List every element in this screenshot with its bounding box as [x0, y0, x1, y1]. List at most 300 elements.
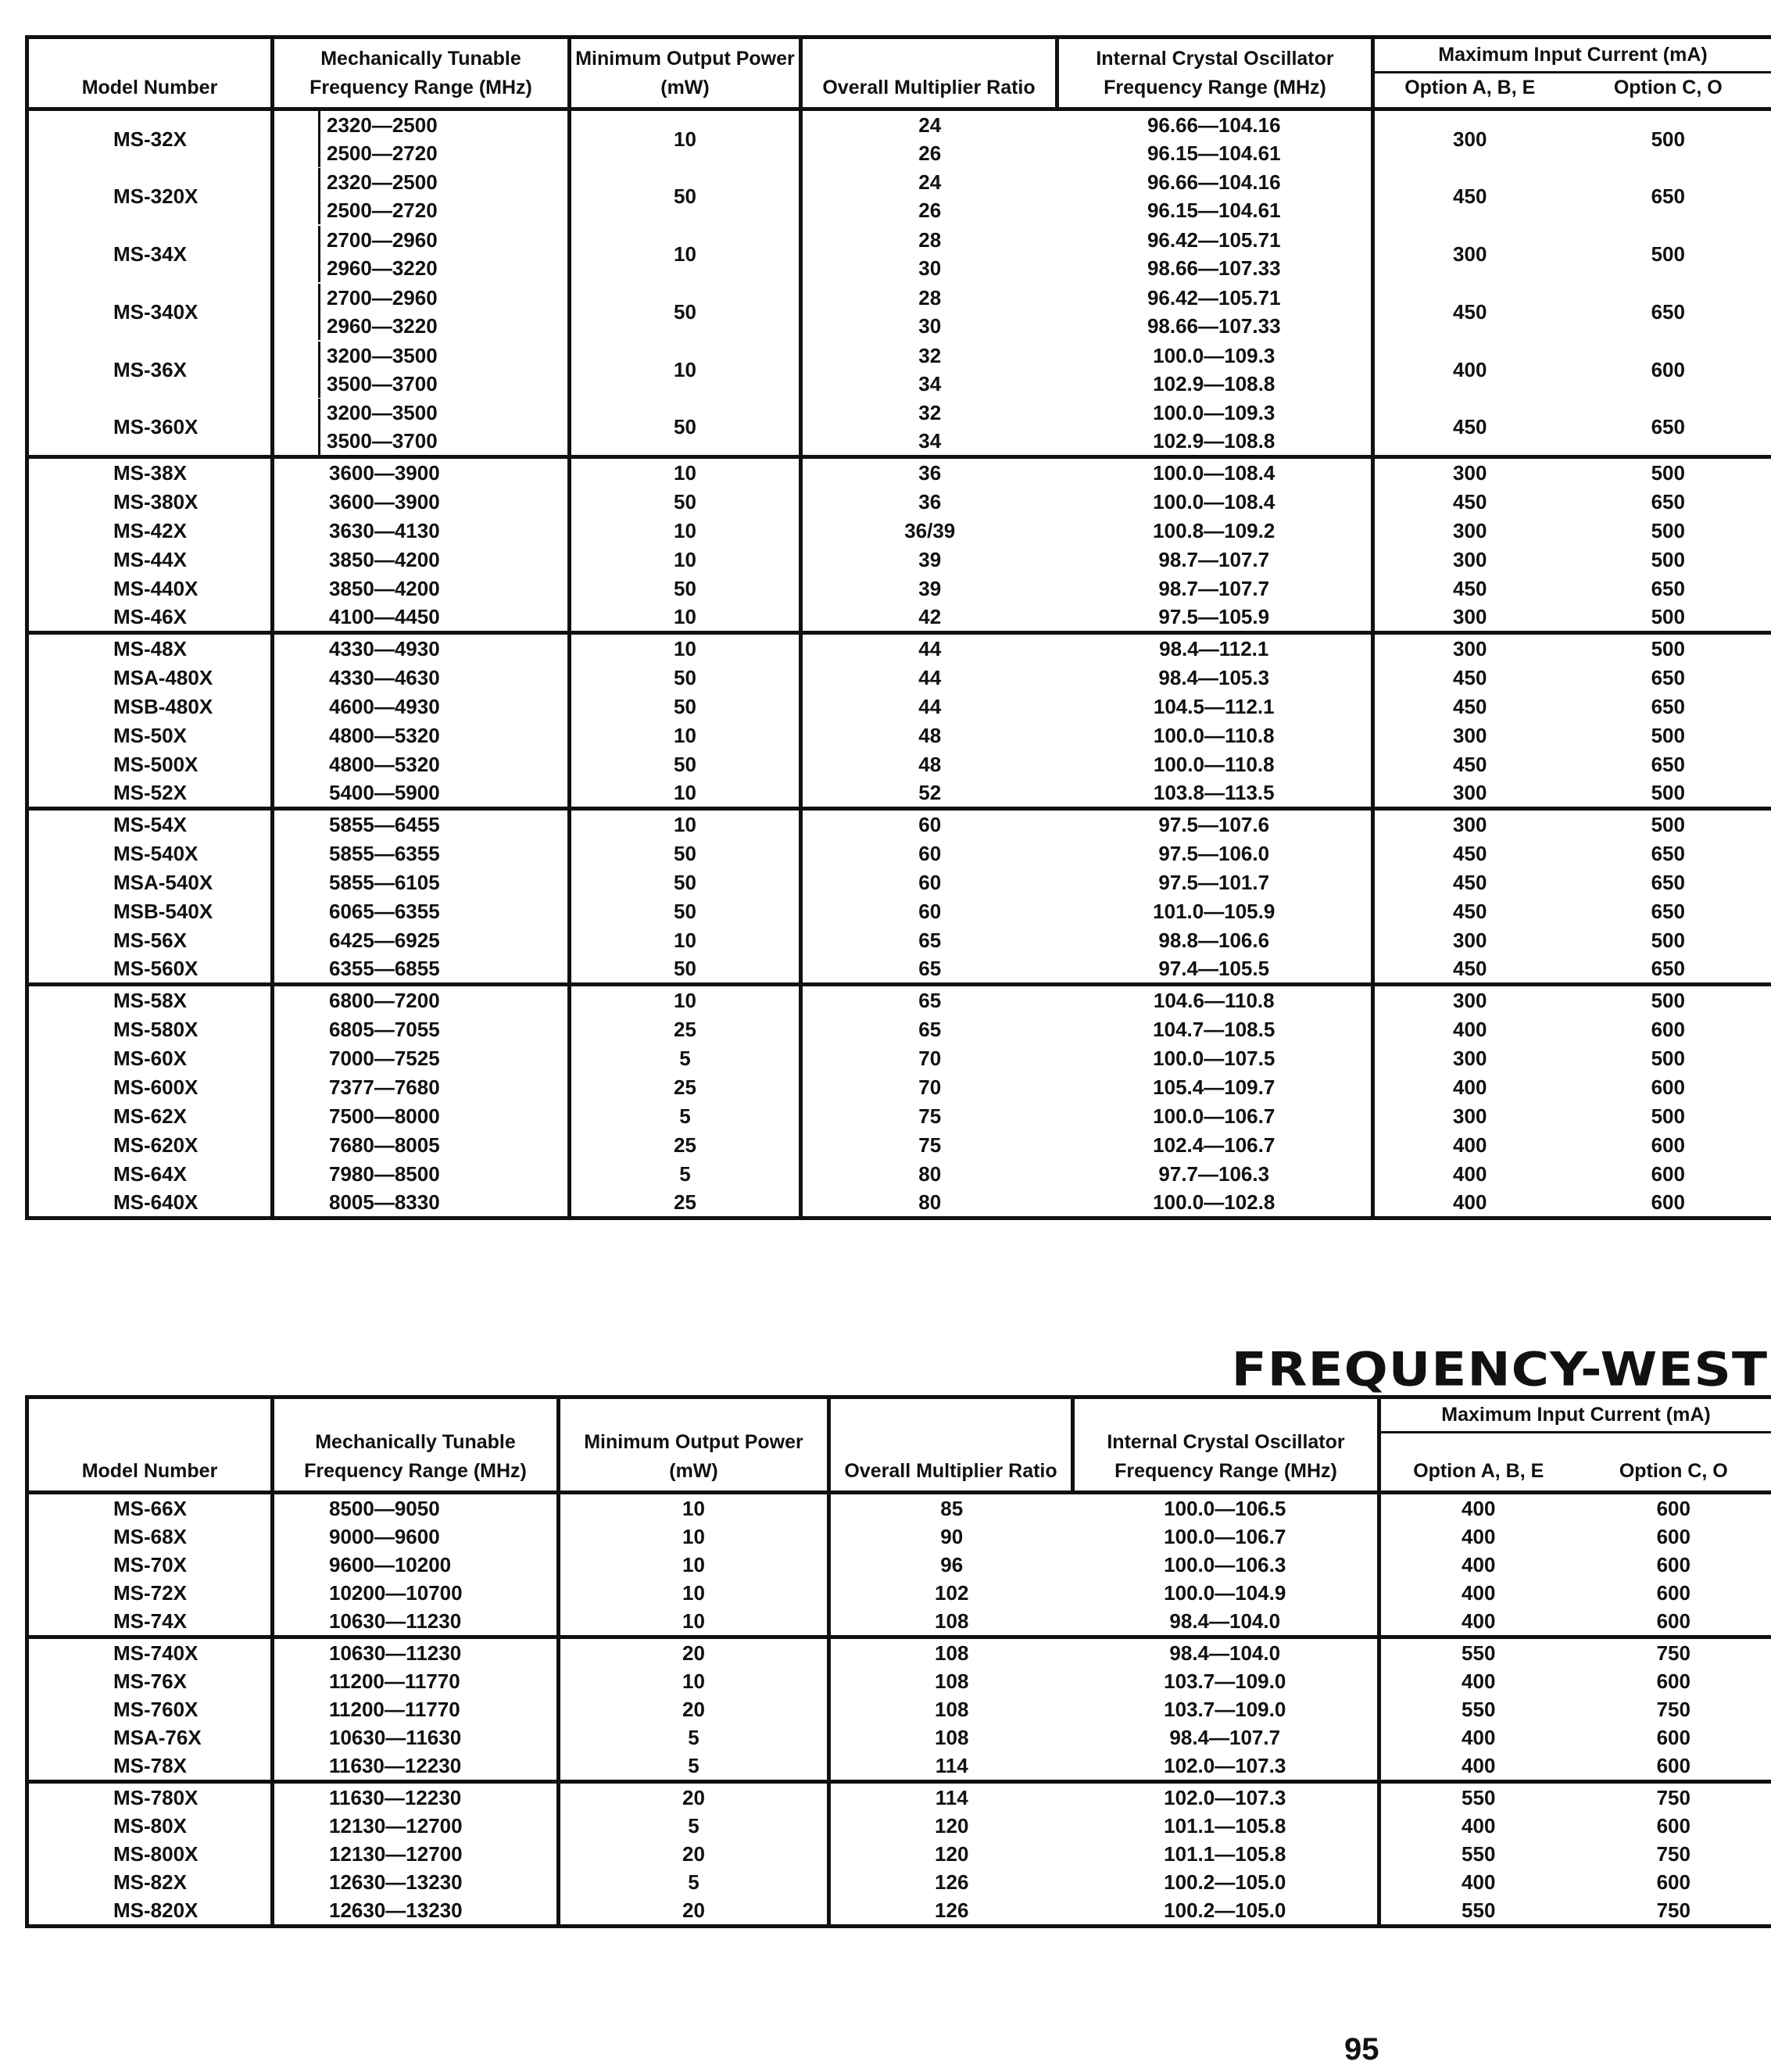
output-power-cell: 25 [570, 1188, 801, 1219]
header-tunable-range: Mechanically Tunable Frequency Range (MHz) [273, 38, 570, 109]
model-number-cell: MS-64X [27, 1159, 273, 1188]
header-multiplier-ratio: Overall Multiplier Ratio [829, 1397, 1073, 1493]
output-power-cell: 10 [570, 516, 801, 545]
multiplier-ratio-cell: 80 [801, 1188, 1057, 1219]
multiplier-ratio-line: 30 [918, 256, 942, 280]
model-number-cell: MS-76X [27, 1667, 273, 1695]
multiplier-ratio-cell: 65 [801, 954, 1057, 985]
table-row [27, 1840, 1771, 1868]
output-power-cell: 10 [559, 1579, 829, 1607]
table-row [27, 1188, 1771, 1219]
oscillator-range-cell: 100.0—102.8 [1057, 1188, 1373, 1219]
frequency-range-line: 2500—2720 [318, 196, 567, 224]
multiplier-ratio-cell: 108 [829, 1723, 1073, 1752]
current-option-abe-cell: 300 [1373, 925, 1565, 954]
current-option-co-cell: 600 [1576, 1812, 1771, 1840]
current-option-abe-cell: 300 [1373, 516, 1565, 545]
frequency-range-line: 3200—3500 [318, 399, 567, 427]
multiplier-ratio-cell: 85 [829, 1493, 1073, 1523]
current-option-co-cell: 650 [1565, 868, 1771, 896]
model-number-cell: MS-82X [27, 1868, 273, 1896]
multiplier-ratio-cell: 90 [829, 1523, 1073, 1551]
oscillator-range-cell: 97.5—107.6 [1057, 809, 1373, 839]
frequency-range-cell: 12630—13230 [273, 1868, 559, 1896]
model-number-cell: MS-780X [27, 1782, 273, 1813]
table-row [27, 603, 1771, 633]
table-row [27, 1896, 1771, 1927]
output-power-cell: 5 [559, 1812, 829, 1840]
model-number-cell: MS-340X [27, 283, 273, 341]
oscillator-range-cell: 101.0—105.9 [1057, 896, 1373, 925]
frequency-range-cell: 4100—4450 [273, 603, 570, 633]
table-row [27, 868, 1771, 896]
frequency-range-line: 2700—2960 [318, 226, 567, 254]
output-power-cell: 50 [570, 663, 801, 692]
oscillator-range-cell: 104.5—112.1 [1057, 692, 1373, 721]
current-option-abe-cell: 400 [1379, 1723, 1576, 1752]
header-output-power: Minimum Output Power (mW) [570, 38, 801, 109]
multiplier-ratio-cell: 65 [801, 1015, 1057, 1043]
current-option-abe-cell: 300 [1373, 721, 1565, 750]
output-power-cell: 50 [570, 399, 801, 457]
oscillator-range-cell: 97.5—106.0 [1057, 839, 1373, 868]
oscillator-range-cell: 103.8—113.5 [1057, 778, 1373, 809]
multiplier-ratio-cell: 48 [801, 721, 1057, 750]
frequency-range-cell: 3600—3900 [273, 457, 570, 488]
multiplier-ratio-cell: 65 [801, 985, 1057, 1015]
table-row [27, 1015, 1771, 1043]
oscillator-range-cell: 103.7—109.0 [1073, 1667, 1379, 1695]
table-row [27, 1493, 1771, 1523]
model-number-cell: MS-56X [27, 925, 273, 954]
current-option-co-cell: 650 [1565, 574, 1771, 603]
output-power-cell: 50 [570, 574, 801, 603]
frequency-range-cell: 8005—8330 [273, 1188, 570, 1219]
frequency-range-cell: 7000—7525 [273, 1043, 570, 1072]
output-power-cell: 10 [570, 109, 801, 168]
table-row [27, 1667, 1771, 1695]
current-option-co-cell: 650 [1565, 896, 1771, 925]
frequency-range-cell: 6805—7055 [273, 1015, 570, 1043]
frequency-range-cell: 12130—12700 [273, 1812, 559, 1840]
table-row [27, 1868, 1771, 1896]
current-option-co-cell: 500 [1565, 545, 1771, 574]
table-row [27, 633, 1771, 664]
oscillator-range-cell: 100.0—106.7 [1057, 1101, 1373, 1130]
current-option-co-cell: 650 [1565, 839, 1771, 868]
multiplier-ratio-line: 32 [918, 401, 942, 424]
table-row [27, 750, 1771, 778]
current-option-co-cell: 750 [1576, 1695, 1771, 1723]
oscillator-range-cell: 105.4—109.7 [1057, 1072, 1373, 1101]
frequency-range-cell: 4330—4930 [273, 633, 570, 664]
frequency-range-cell: 7377—7680 [273, 1072, 570, 1101]
current-option-co-cell: 750 [1576, 1637, 1771, 1668]
oscillator-range-cell: 98.8—106.6 [1057, 925, 1373, 954]
frequency-range-cell: 11200—11770 [273, 1695, 559, 1723]
output-power-cell: 20 [559, 1782, 829, 1813]
model-number-cell: MS-58X [27, 985, 273, 1015]
frequency-west-banner: FREQUENCY-WEST [1231, 1342, 1768, 1397]
multiplier-ratio-cell [801, 399, 1057, 457]
model-number-cell: MS-44X [27, 545, 273, 574]
output-power-cell: 5 [559, 1868, 829, 1896]
output-power-cell: 10 [570, 545, 801, 574]
frequency-range-cell: 4600—4930 [273, 692, 570, 721]
multiplier-ratio-cell: 126 [829, 1868, 1073, 1896]
output-power-cell: 25 [570, 1015, 801, 1043]
table-row [27, 1637, 1771, 1668]
multiplier-ratio-cell [801, 283, 1057, 341]
table-row [27, 225, 1771, 283]
oscillator-range-cell: 97.5—101.7 [1057, 868, 1373, 896]
oscillator-range-cell: 97.5—105.9 [1057, 603, 1373, 633]
current-option-co-cell: 650 [1565, 399, 1771, 457]
model-number-cell: MSB-480X [27, 692, 273, 721]
table-row [27, 839, 1771, 868]
current-option-abe-cell: 450 [1373, 399, 1565, 457]
multiplier-ratio-cell: 126 [829, 1896, 1073, 1927]
output-power-cell: 20 [559, 1896, 829, 1927]
frequency-range-cell [273, 399, 570, 457]
table-row [27, 1812, 1771, 1840]
oscillator-range-line: 102.9—108.8 [1153, 429, 1275, 453]
table-row [27, 109, 1771, 168]
model-number-cell: MSA-540X [27, 868, 273, 896]
header-option-abe: Option A, B, E [1379, 1433, 1576, 1493]
output-power-cell: 10 [570, 457, 801, 488]
oscillator-range-line: 96.42—105.71 [1147, 286, 1281, 310]
table-row [27, 341, 1771, 399]
table-row [27, 721, 1771, 750]
frequency-range-cell [273, 283, 570, 341]
model-number-cell: MS-72X [27, 1579, 273, 1607]
table-row [27, 1723, 1771, 1752]
model-number-cell: MS-380X [27, 487, 273, 516]
multiplier-ratio-cell: 120 [829, 1812, 1073, 1840]
table-row [27, 1072, 1771, 1101]
model-number-cell: MSB-540X [27, 896, 273, 925]
output-power-cell: 10 [559, 1493, 829, 1523]
output-power-cell: 50 [570, 692, 801, 721]
output-power-cell: 20 [559, 1695, 829, 1723]
multiplier-ratio-cell: 52 [801, 778, 1057, 809]
oscillator-range-cell [1057, 109, 1373, 168]
current-option-co-cell: 500 [1565, 1101, 1771, 1130]
multiplier-ratio-line: 28 [918, 228, 942, 252]
table-row [27, 1782, 1771, 1813]
table-row [27, 1551, 1771, 1579]
oscillator-range-cell: 100.2—105.0 [1073, 1868, 1379, 1896]
model-number-cell: MS-68X [27, 1523, 273, 1551]
oscillator-range-cell: 102.0—107.3 [1073, 1752, 1379, 1782]
current-option-co-cell: 500 [1565, 633, 1771, 664]
header-tunable-range: Mechanically Tunable Frequency Range (MHz) [273, 1397, 559, 1493]
current-option-co-cell: 650 [1565, 167, 1771, 225]
multiplier-ratio-cell: 36 [801, 487, 1057, 516]
oscillator-range-cell: 101.1—105.8 [1073, 1812, 1379, 1840]
oscillator-range-cell [1057, 167, 1373, 225]
current-option-abe-cell: 400 [1379, 1812, 1576, 1840]
multiplier-ratio-cell: 36 [801, 457, 1057, 488]
oscillator-range-cell: 103.7—109.0 [1073, 1695, 1379, 1723]
header-output-power: Minimum Output Power (mW) [559, 1397, 829, 1493]
output-power-cell: 50 [570, 283, 801, 341]
current-option-abe-cell: 300 [1373, 809, 1565, 839]
multiplier-ratio-cell [801, 109, 1057, 168]
current-option-co-cell: 650 [1565, 487, 1771, 516]
oscillator-range-line: 96.66—104.16 [1147, 113, 1281, 137]
frequency-range-cell: 8500—9050 [273, 1493, 559, 1523]
table-row [27, 1607, 1771, 1637]
multiplier-ratio-cell: 48 [801, 750, 1057, 778]
model-number-cell: MS-78X [27, 1752, 273, 1782]
model-number-cell: MSA-76X [27, 1723, 273, 1752]
model-number-cell: MS-320X [27, 167, 273, 225]
table-row [27, 1752, 1771, 1782]
header-max-input-current: Maximum Input Current (mA) [1379, 1397, 1771, 1433]
output-power-cell: 10 [570, 633, 801, 664]
current-option-co-cell: 500 [1565, 1043, 1771, 1072]
current-option-abe-cell: 550 [1379, 1896, 1576, 1927]
multiplier-ratio-cell: 60 [801, 868, 1057, 896]
multiplier-ratio-line: 24 [918, 170, 942, 194]
multiplier-ratio-line: 30 [918, 314, 942, 338]
current-option-abe-cell: 300 [1373, 778, 1565, 809]
frequency-range-cell: 9000—9600 [273, 1523, 559, 1551]
oscillator-range-cell: 98.7—107.7 [1057, 574, 1373, 603]
header-max-input-current: Maximum Input Current (mA) [1373, 38, 1771, 73]
multiplier-ratio-cell: 108 [829, 1637, 1073, 1668]
multiplier-ratio-line: 26 [918, 141, 942, 165]
frequency-range-cell: 12630—13230 [273, 1896, 559, 1927]
output-power-cell: 10 [570, 809, 801, 839]
current-option-co-cell: 600 [1576, 1579, 1771, 1607]
current-option-abe-cell: 450 [1373, 750, 1565, 778]
current-option-abe-cell: 450 [1373, 283, 1565, 341]
output-power-cell: 10 [570, 985, 801, 1015]
oscillator-range-cell: 100.2—105.0 [1073, 1896, 1379, 1927]
frequency-range-cell: 10630—11230 [273, 1637, 559, 1668]
model-number-cell: MS-600X [27, 1072, 273, 1101]
frequency-range-line: 2320—2500 [318, 111, 567, 139]
page-number: 95 [1344, 2032, 1379, 2067]
current-option-co-cell: 600 [1565, 1188, 1771, 1219]
oscillator-range-cell: 98.7—107.7 [1057, 545, 1373, 574]
model-number-cell: MS-360X [27, 399, 273, 457]
current-option-abe-cell: 400 [1373, 1159, 1565, 1188]
multiplier-ratio-cell: 75 [801, 1130, 1057, 1159]
frequency-range-cell: 7500—8000 [273, 1101, 570, 1130]
current-option-abe-cell: 400 [1379, 1752, 1576, 1782]
frequency-range-cell [273, 341, 570, 399]
output-power-cell: 50 [570, 839, 801, 868]
oscillator-range-cell: 98.4—112.1 [1057, 633, 1373, 664]
model-number-cell: MSA-480X [27, 663, 273, 692]
current-option-co-cell: 600 [1576, 1607, 1771, 1637]
header-option-co: Option C, O [1565, 73, 1771, 109]
multiplier-ratio-cell [801, 167, 1057, 225]
frequency-range-cell: 9600—10200 [273, 1551, 559, 1579]
oscillator-range-line: 96.15—104.61 [1147, 141, 1281, 165]
oscillator-range-cell: 97.7—106.3 [1057, 1159, 1373, 1188]
current-option-abe-cell: 400 [1373, 1130, 1565, 1159]
multiplier-ratio-cell: 39 [801, 545, 1057, 574]
multiplier-ratio-line: 34 [918, 429, 942, 453]
header-oscillator-range: Internal Crystal Oscillator Frequency Range (MHz) [1073, 1397, 1379, 1493]
oscillator-range-cell: 100.0—104.9 [1073, 1579, 1379, 1607]
frequency-range-cell: 11200—11770 [273, 1667, 559, 1695]
multiplier-ratio-cell: 80 [801, 1159, 1057, 1188]
table-row [27, 457, 1771, 488]
frequency-range-cell: 10200—10700 [273, 1579, 559, 1607]
output-power-cell: 10 [570, 925, 801, 954]
multiplier-ratio-line: 34 [918, 372, 942, 395]
current-option-co-cell: 650 [1565, 283, 1771, 341]
table-row [27, 1523, 1771, 1551]
model-number-cell: MS-580X [27, 1015, 273, 1043]
oscillator-range-cell: 100.0—106.5 [1073, 1493, 1379, 1523]
oscillator-range-cell: 101.1—105.8 [1073, 1840, 1379, 1868]
current-option-co-cell: 750 [1576, 1782, 1771, 1813]
current-option-abe-cell: 400 [1379, 1523, 1576, 1551]
table-row [27, 896, 1771, 925]
model-number-cell: MS-52X [27, 778, 273, 809]
frequency-range-cell [273, 225, 570, 283]
oscillator-range-cell: 100.0—110.8 [1057, 721, 1373, 750]
output-power-cell: 5 [559, 1723, 829, 1752]
current-option-co-cell: 500 [1565, 809, 1771, 839]
table-row [27, 954, 1771, 985]
multiplier-ratio-cell [801, 225, 1057, 283]
current-option-co-cell: 600 [1576, 1493, 1771, 1523]
frequency-range-cell: 4330—4630 [273, 663, 570, 692]
oscillator-range-cell [1057, 399, 1373, 457]
current-option-abe-cell: 300 [1373, 1043, 1565, 1072]
header-multiplier-ratio: Overall Multiplier Ratio [801, 38, 1057, 109]
table-row [27, 545, 1771, 574]
model-number-cell: MS-440X [27, 574, 273, 603]
frequency-range-cell: 6065—6355 [273, 896, 570, 925]
frequency-range-cell: 6355—6855 [273, 954, 570, 985]
oscillator-range-cell: 98.4—104.0 [1073, 1607, 1379, 1637]
current-option-abe-cell: 400 [1379, 1551, 1576, 1579]
multiplier-ratio-cell: 96 [829, 1551, 1073, 1579]
current-option-co-cell: 600 [1576, 1551, 1771, 1579]
multiplier-ratio-cell: 114 [829, 1782, 1073, 1813]
model-number-cell: MS-50X [27, 721, 273, 750]
spec-table-1 [25, 35, 1771, 1220]
current-option-co-cell: 500 [1565, 109, 1771, 168]
oscillator-range-line: 102.9—108.8 [1153, 372, 1275, 395]
table-row [27, 167, 1771, 225]
current-option-abe-cell: 400 [1373, 1188, 1565, 1219]
table-row [27, 1101, 1771, 1130]
current-option-abe-cell: 400 [1379, 1667, 1576, 1695]
frequency-range-line: 3200—3500 [318, 342, 567, 370]
model-number-cell: MS-48X [27, 633, 273, 664]
frequency-range-line: 2500—2720 [318, 139, 567, 167]
table-row [27, 1043, 1771, 1072]
output-power-cell: 20 [559, 1840, 829, 1868]
output-power-cell: 50 [570, 487, 801, 516]
multiplier-ratio-cell: 70 [801, 1072, 1057, 1101]
multiplier-ratio-cell: 60 [801, 896, 1057, 925]
current-option-co-cell: 650 [1565, 692, 1771, 721]
table-row [27, 809, 1771, 839]
oscillator-range-line: 96.66—104.16 [1147, 170, 1281, 194]
frequency-range-cell: 10630—11230 [273, 1607, 559, 1637]
oscillator-range-cell: 104.6—110.8 [1057, 985, 1373, 1015]
frequency-range-line: 3500—3700 [318, 370, 567, 398]
model-number-cell: MS-80X [27, 1812, 273, 1840]
model-number-cell: MS-740X [27, 1637, 273, 1668]
current-option-abe-cell: 400 [1373, 1072, 1565, 1101]
table-row [27, 663, 1771, 692]
output-power-cell: 5 [559, 1752, 829, 1782]
current-option-co-cell: 500 [1565, 225, 1771, 283]
current-option-co-cell: 600 [1565, 1130, 1771, 1159]
table-row [27, 925, 1771, 954]
frequency-range-cell: 7680—8005 [273, 1130, 570, 1159]
table-row [27, 574, 1771, 603]
output-power-cell: 10 [570, 341, 801, 399]
current-option-abe-cell: 300 [1373, 457, 1565, 488]
current-option-abe-cell: 400 [1373, 1015, 1565, 1043]
frequency-range-cell: 6800—7200 [273, 985, 570, 1015]
current-option-abe-cell: 300 [1373, 985, 1565, 1015]
oscillator-range-line: 100.0—109.3 [1153, 401, 1275, 424]
table-row [27, 516, 1771, 545]
oscillator-range-cell: 98.4—107.7 [1073, 1723, 1379, 1752]
current-option-abe-cell: 300 [1373, 633, 1565, 664]
model-number-cell: MS-640X [27, 1188, 273, 1219]
current-option-abe-cell: 450 [1373, 692, 1565, 721]
current-option-abe-cell: 450 [1373, 167, 1565, 225]
frequency-range-cell: 6425—6925 [273, 925, 570, 954]
table-row [27, 1159, 1771, 1188]
table-row [27, 692, 1771, 721]
output-power-cell: 10 [570, 225, 801, 283]
current-option-co-cell: 500 [1565, 721, 1771, 750]
output-power-cell: 50 [570, 868, 801, 896]
output-power-cell: 50 [570, 896, 801, 925]
output-power-cell: 50 [570, 954, 801, 985]
frequency-range-cell: 4800—5320 [273, 750, 570, 778]
oscillator-range-cell: 100.8—109.2 [1057, 516, 1373, 545]
frequency-range-cell: 5855—6105 [273, 868, 570, 896]
oscillator-range-cell: 100.0—106.7 [1073, 1523, 1379, 1551]
multiplier-ratio-line: 24 [918, 113, 942, 137]
model-number-cell: MS-620X [27, 1130, 273, 1159]
model-number-cell: MS-500X [27, 750, 273, 778]
current-option-co-cell: 500 [1565, 925, 1771, 954]
output-power-cell: 5 [570, 1043, 801, 1072]
multiplier-ratio-cell [801, 341, 1057, 399]
current-option-co-cell: 750 [1576, 1896, 1771, 1927]
oscillator-range-cell: 100.0—106.3 [1073, 1551, 1379, 1579]
frequency-range-cell [273, 167, 570, 225]
oscillator-range-cell [1057, 341, 1373, 399]
frequency-range-cell: 10630—11630 [273, 1723, 559, 1752]
multiplier-ratio-cell: 44 [801, 633, 1057, 664]
model-number-cell: MS-70X [27, 1551, 273, 1579]
oscillator-range-line: 100.0—109.3 [1153, 344, 1275, 367]
current-option-abe-cell: 450 [1373, 954, 1565, 985]
model-number-cell: MS-66X [27, 1493, 273, 1523]
current-option-co-cell: 600 [1576, 1523, 1771, 1551]
oscillator-range-cell: 102.4—106.7 [1057, 1130, 1373, 1159]
